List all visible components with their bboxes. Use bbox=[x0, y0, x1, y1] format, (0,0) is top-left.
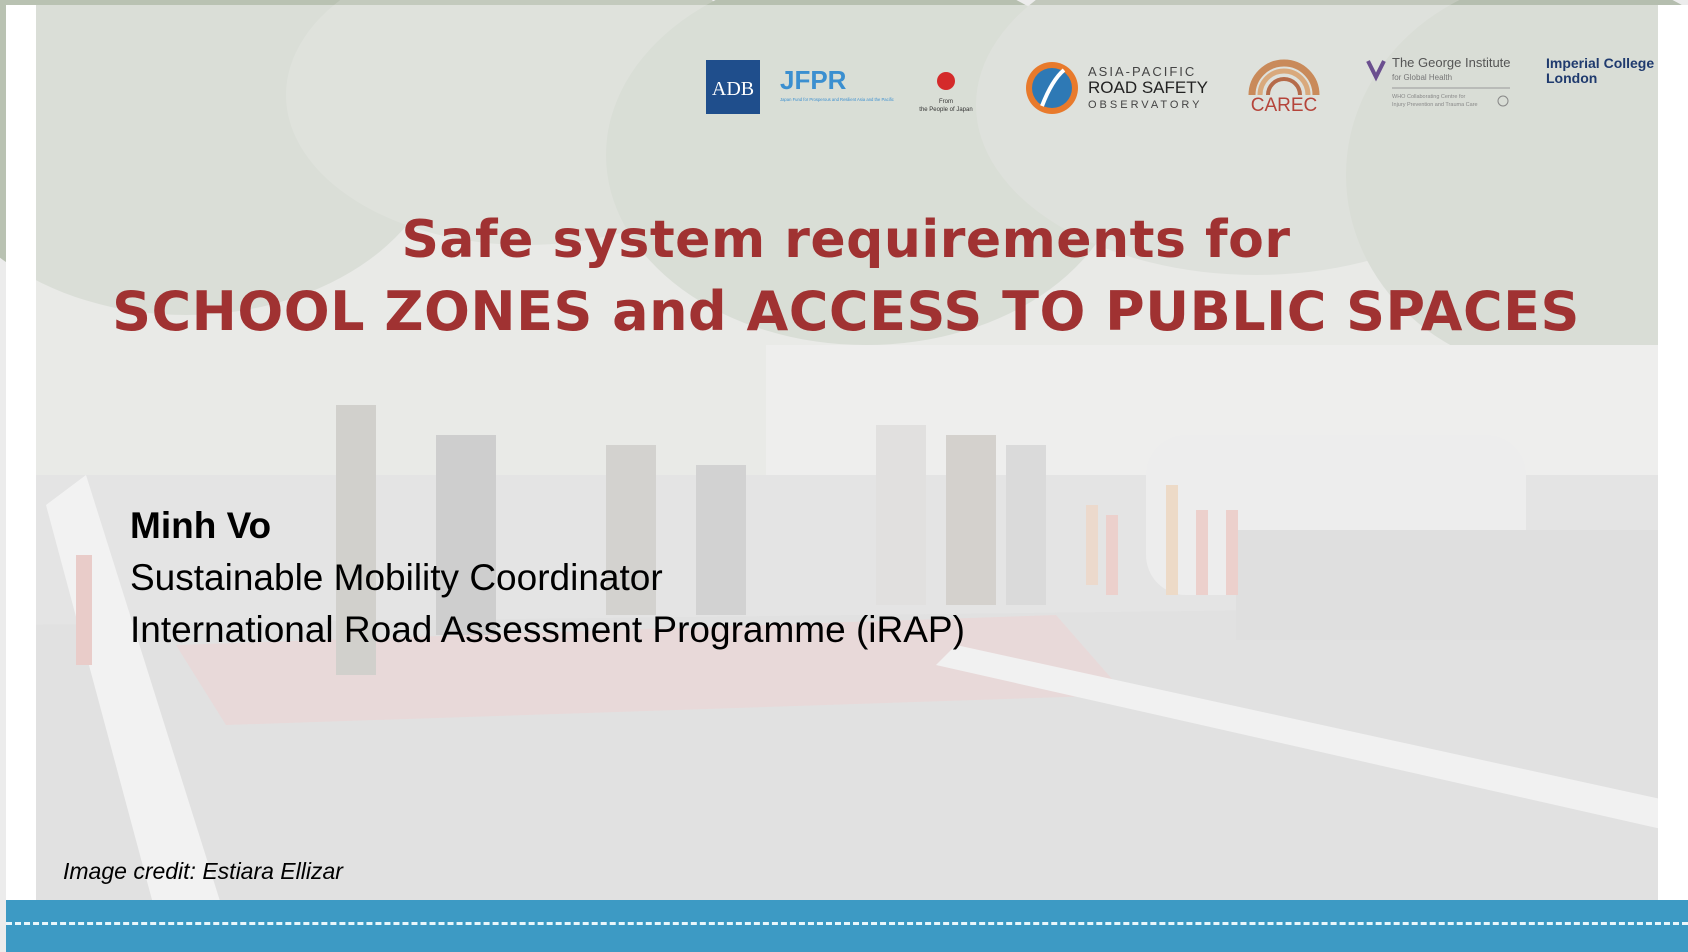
carec-logo-text: CAREC bbox=[1250, 95, 1318, 116]
japan-flag-logo bbox=[911, 69, 981, 115]
aprso-logo-line3: OBSERVATORY bbox=[1088, 99, 1203, 111]
right-margin bbox=[1658, 5, 1688, 905]
george-logo-line1: The George Institute bbox=[1392, 55, 1511, 70]
slide-title-line1: Safe system requirements for bbox=[401, 210, 1291, 270]
japan-logo-caption-line2: the People of Japan bbox=[919, 107, 973, 113]
aprso-logo-line1: ASIA-PACIFIC bbox=[1088, 64, 1197, 79]
jfpr-logo-subtitle: Japan Fund for Prosperous and Resilient Asia and the Pacific bbox=[780, 97, 894, 102]
george-institute-logo bbox=[1364, 55, 1514, 115]
speaker-info bbox=[130, 500, 965, 656]
title-slide bbox=[6, 5, 1688, 952]
footer-road-marking bbox=[6, 922, 1688, 925]
carec-logo bbox=[1246, 55, 1322, 117]
slide-title-line2: SCHOOL ZONES and ACCESS TO PUBLIC SPACES bbox=[112, 280, 1580, 343]
road-safety-observatory-logo bbox=[1024, 60, 1214, 116]
japan-logo-caption-line1: From bbox=[939, 99, 953, 105]
imperial-logo-line1: Imperial College bbox=[1546, 55, 1655, 71]
partner-logos bbox=[706, 55, 1666, 125]
george-logo-line4: Injury Prevention and Trauma Care bbox=[1392, 102, 1478, 108]
footer-bar bbox=[6, 900, 1688, 952]
jfpr-logo-text: JFPR bbox=[780, 65, 847, 95]
george-logo-line2: for Global Health bbox=[1392, 73, 1453, 82]
imperial-college-logo bbox=[1546, 55, 1656, 91]
image-credit: Image credit: Estiara Ellizar bbox=[63, 858, 343, 884]
speaker-name: Minh Vo bbox=[130, 505, 272, 546]
george-logo-line3: WHO Collaborating Centre for bbox=[1392, 94, 1466, 100]
left-margin bbox=[6, 5, 36, 905]
imperial-logo-line2: London bbox=[1546, 70, 1598, 86]
speaker-organization: International Road Assessment Programme (iRAP) bbox=[130, 609, 965, 650]
adb-logo-text: ADB bbox=[711, 78, 755, 100]
aprso-logo-line2: ROAD SAFETY bbox=[1088, 78, 1208, 97]
photo-overlay bbox=[6, 5, 1688, 952]
speaker-role: Sustainable Mobility Coordinator bbox=[130, 557, 663, 598]
jfpr-logo bbox=[780, 65, 894, 109]
adb-logo bbox=[706, 60, 760, 114]
